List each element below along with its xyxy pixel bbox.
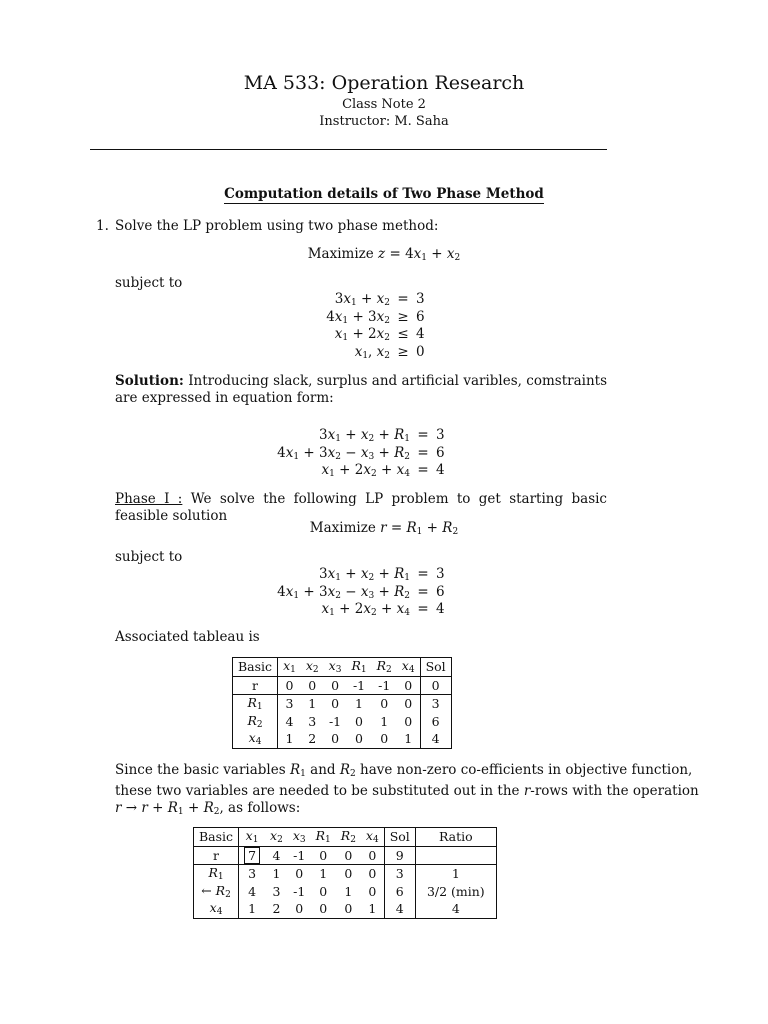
tableau-intro: Associated tableau is (115, 629, 260, 645)
table-cell: 0 (404, 713, 413, 729)
table-cell: 0 (380, 696, 389, 712)
phase1-text: We solve the following LP problem to get starting basic feasible solution (115, 491, 607, 524)
table-cell: 0 (404, 677, 413, 693)
col-header: $R_2$ (336, 828, 361, 847)
table-cell: 4 (272, 847, 281, 863)
basic-cell: $R_1$ (194, 865, 239, 883)
table-cell: 1 (272, 866, 281, 882)
table-cell: 4 (285, 713, 294, 729)
col-header: $x_1$ (278, 658, 301, 677)
table-row (233, 676, 452, 695)
problem-number: 1. (96, 218, 109, 234)
table-cell: 3 (272, 883, 281, 899)
constraint-row: $x_1 + 2x_2$ ≤ 4 (334, 326, 425, 343)
equation-row: $x_1 + 2x_2 + x_4$ = 4 (321, 601, 445, 618)
col-header: $x_2$ (301, 658, 324, 677)
col-header: $R_1$ (346, 658, 371, 677)
table-cell: 1 (380, 713, 389, 729)
col-header-ratio: Ratio (415, 828, 496, 847)
basic-cell: $x_4$ (233, 730, 278, 748)
table-cell: 2 (308, 731, 317, 747)
basic-cell: r (194, 846, 239, 865)
tableau-initial (232, 657, 452, 749)
table-row (233, 695, 452, 713)
table-cell: -1 (328, 713, 342, 729)
table-header-row (233, 658, 452, 677)
table-cell: -1 (293, 883, 306, 899)
sol-cell: 4 (420, 730, 451, 748)
table-cell: 0 (319, 901, 328, 917)
constraint-system (250, 291, 425, 361)
col-header: $x_3$ (288, 828, 311, 847)
table-cell: 0 (355, 713, 363, 729)
table-cell: 1 (308, 696, 317, 712)
col-header: $R_2$ (372, 658, 397, 677)
col-header: $x_1$ (239, 828, 265, 847)
equation-row: $x_1 + 2x_2 + x_4$ = 4 (321, 462, 445, 479)
col-header-sol: Sol (420, 658, 451, 677)
table-cell: 1 (355, 696, 363, 712)
table-cell: 0 (295, 866, 304, 882)
table-row (194, 846, 497, 865)
table-cell: 0 (285, 677, 294, 693)
constraint-row: $3x_1 + x_2$ = 3 (334, 291, 425, 308)
substitution-line-3: $r \to r + R_1 + R_2$, as follows: (115, 800, 301, 817)
table-cell: 0 (331, 731, 340, 747)
table-cell: 0 (368, 866, 377, 882)
basic-cell: $R_2$ (233, 713, 278, 731)
table-cell: 0 (308, 677, 317, 693)
tableau-substituted (193, 827, 497, 919)
section-heading: Computation details of Two Phase Method (224, 186, 544, 202)
col-header: $x_4$ (361, 828, 384, 847)
substitution-paragraph (115, 762, 699, 821)
basic-cell-leaving: ← $R_2$ (194, 883, 239, 901)
table-row (194, 865, 497, 883)
table-cell: 0 (319, 847, 328, 863)
sol-cell: 6 (384, 883, 415, 901)
pivot-highlight: 7 (244, 847, 260, 864)
equation-row: $4x_1 + 3x_2 - x_3 + R_2$ = 6 (277, 583, 445, 601)
ratio-cell: 3/2 (min) (415, 883, 496, 901)
substitution-line-1: Since the basic variables $R_1$ and $R_2$ have non-zero co-efficients in objective function, (115, 762, 693, 779)
class-note-label: Class Note 2 (342, 97, 426, 112)
col-header: $R_1$ (311, 828, 336, 847)
objective-function: Maximize $z = 4x_1 + x_2$ (307, 246, 461, 263)
phase1-equation-system (230, 566, 445, 619)
problem-statement: Solve the LP problem using two phase method: (115, 218, 439, 234)
sol-cell: 3 (420, 695, 451, 713)
equation-system (230, 427, 445, 480)
substitution-line-2: these two variables are needed to be substituted out in the r-rows with the operation (115, 783, 699, 799)
subject-to-label: subject to (115, 275, 183, 291)
solution-text: Introducing slack, surplus and artificial varibles, comstraints are expressed in equation form: (115, 373, 607, 406)
constraint-row: $x_1$, $x_2$ ≥ 0 (354, 343, 425, 361)
table-cell: 3 (308, 713, 317, 729)
equation-row: $3x_1 + x_2 + R_1$ = 3 (318, 566, 445, 583)
table-cell: 1 (368, 901, 377, 917)
table-cell: 1 (248, 901, 257, 917)
ratio-cell (415, 846, 496, 865)
sol-cell: 9 (384, 846, 415, 865)
col-header: $x_3$ (324, 658, 347, 677)
table-cell: -1 (378, 677, 391, 693)
phase1-objective: Maximize $r = R_1 + R_2$ (309, 520, 459, 537)
table-cell: 3 (248, 866, 257, 882)
sol-cell: 0 (420, 676, 451, 695)
table-cell: 0 (295, 901, 304, 917)
phase1-subject-to: subject to (115, 549, 183, 565)
table-cell: 2 (272, 901, 281, 917)
basic-cell: r (233, 676, 278, 695)
solution-label: Solution: (115, 373, 184, 389)
table-cell: 4 (248, 883, 257, 899)
basic-cell: $x_4$ (194, 900, 239, 918)
table-cell: -1 (352, 677, 366, 693)
pivot-column-cell (239, 846, 265, 865)
equation-row: $3x_1 + x_2 + R_1$ = 3 (318, 427, 445, 444)
table-cell: 0 (368, 847, 377, 863)
sol-cell: 4 (384, 900, 415, 918)
ratio-cell: 1 (415, 865, 496, 883)
col-header: $x_4$ (397, 658, 420, 677)
document-title: MA 533: Operation Research (243, 72, 525, 94)
table-cell: 0 (319, 883, 328, 899)
col-header-basic: Basic (194, 828, 239, 847)
table-cell: -1 (293, 847, 306, 863)
sol-cell: 3 (384, 865, 415, 883)
table-row (233, 730, 452, 748)
table-cell: 1 (285, 731, 294, 747)
constraint-row: $4x_1 + 3x_2$ ≥ 6 (326, 308, 425, 326)
col-header-sol: Sol (384, 828, 415, 847)
table-cell: 0 (344, 847, 353, 863)
table-cell: 1 (404, 731, 413, 747)
table-cell: 0 (355, 731, 363, 747)
solution-paragraph (115, 373, 607, 407)
table-cell: 0 (331, 677, 340, 693)
table-cell: 0 (331, 696, 340, 712)
table-cell: 0 (380, 731, 389, 747)
table-row (233, 713, 452, 731)
sol-cell: 6 (420, 713, 451, 731)
table-cell: 1 (344, 883, 353, 899)
basic-cell: $R_1$ (233, 695, 278, 713)
table-cell: 1 (319, 866, 328, 882)
table-row (194, 883, 497, 901)
ratio-cell: 4 (415, 900, 496, 918)
header-divider (90, 149, 607, 150)
table-cell: 0 (368, 883, 377, 899)
table-cell: 3 (285, 696, 294, 712)
col-header-basic: Basic (233, 658, 278, 677)
table-cell: 0 (344, 866, 353, 882)
table-cell: 0 (404, 696, 413, 712)
table-header-row (194, 828, 497, 847)
table-cell: 0 (344, 901, 353, 917)
instructor-label: Instructor: M. Saha (319, 114, 449, 129)
table-row (194, 900, 497, 918)
phase1-label: Phase I : (115, 491, 183, 507)
col-header: $x_2$ (265, 828, 288, 847)
equation-row: $4x_1 + 3x_2 - x_3 + R_2$ = 6 (277, 444, 445, 462)
